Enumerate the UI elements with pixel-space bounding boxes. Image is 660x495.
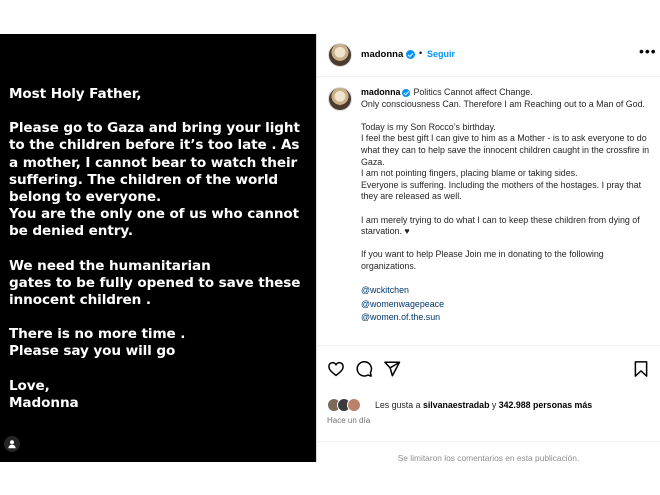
comments-disabled-notice <box>317 441 660 464</box>
tagged-users-button[interactable] <box>4 436 20 452</box>
follow-button[interactable]: Seguir <box>427 49 456 59</box>
comment-icon[interactable] <box>355 360 373 378</box>
caption-paragraph: Today is my Son Rocco’s birthday. I feel the best gift I can give to him as a Mother - is to ask everyone to do what they can to help save the innocent children caught in the crossfire in Gaza. I am not pointing fingers, placing blame or taking sides. Everyone is suffering. Including the mothers of the hostages. I pray that they are released as well. <box>361 121 650 202</box>
caption-paragraph: I am merely trying to do what I can to keep these children from dying of starvation. ♥ <box>361 214 640 237</box>
likes-count[interactable]: 342.988 personas más <box>498 400 593 410</box>
caption-username[interactable]: madonna <box>361 87 401 97</box>
caption-avatar[interactable] <box>328 87 352 111</box>
separator-dot: • <box>419 48 423 58</box>
liker-username[interactable]: silvanaestradab <box>422 400 490 410</box>
letter-paragraph: There is no more time . Please say you will go <box>9 326 186 360</box>
post-side-panel <box>317 34 660 462</box>
post-image[interactable] <box>0 34 316 462</box>
letter-paragraph: We need the humanitarian gates to be fully opened to save these innocent children . <box>9 257 301 309</box>
letter-text <box>9 86 309 429</box>
avatar[interactable] <box>328 43 352 67</box>
liker-avatar <box>347 398 361 412</box>
letter-greeting: Most Holy Father, <box>9 86 142 102</box>
caption-paragraph: Politics Cannot affect Change. Only consciousness Can. Therefore I am Reaching out to a Man of God. <box>361 87 645 109</box>
person-icon <box>7 439 17 449</box>
comments-disabled-text: Se limitaron los comentarios en esta publicación. <box>397 453 580 463</box>
share-icon[interactable] <box>383 360 401 378</box>
post-actions <box>317 345 660 463</box>
caption-section[interactable] <box>317 77 660 345</box>
mention-link[interactable]: @wckitchen <box>361 285 409 296</box>
letter-paragraph: Please go to Gaza and bring your light to the children before it’s too late . As a mother, I cannot bear to watch their suffering. The children of the world belong to everyone. You are the only one of us who cannot be denied entry. <box>9 120 300 240</box>
mention-link[interactable]: @women.of.the.sun <box>361 312 441 323</box>
verified-badge-icon <box>406 50 415 59</box>
post-timestamp[interactable]: Hace un día <box>327 416 371 425</box>
letter-signoff: Love, Madonna <box>9 377 79 411</box>
post-header <box>317 34 660 77</box>
mention-link[interactable]: @womenwagepeace <box>361 298 445 309</box>
likes-text: Les gusta a silvanaestradab y 342.988 personas más <box>375 400 593 410</box>
caption-text <box>361 87 653 325</box>
caption-paragraph: If you want to help Please Join me in donating to the following organizations. <box>361 249 604 271</box>
instagram-post <box>0 34 660 462</box>
heart-icon[interactable] <box>327 360 345 378</box>
bookmark-icon[interactable] <box>632 360 650 378</box>
more-options-icon[interactable]: ••• <box>639 43 657 59</box>
verified-badge-icon <box>402 89 410 97</box>
header-username[interactable]: madonna <box>361 49 404 60</box>
